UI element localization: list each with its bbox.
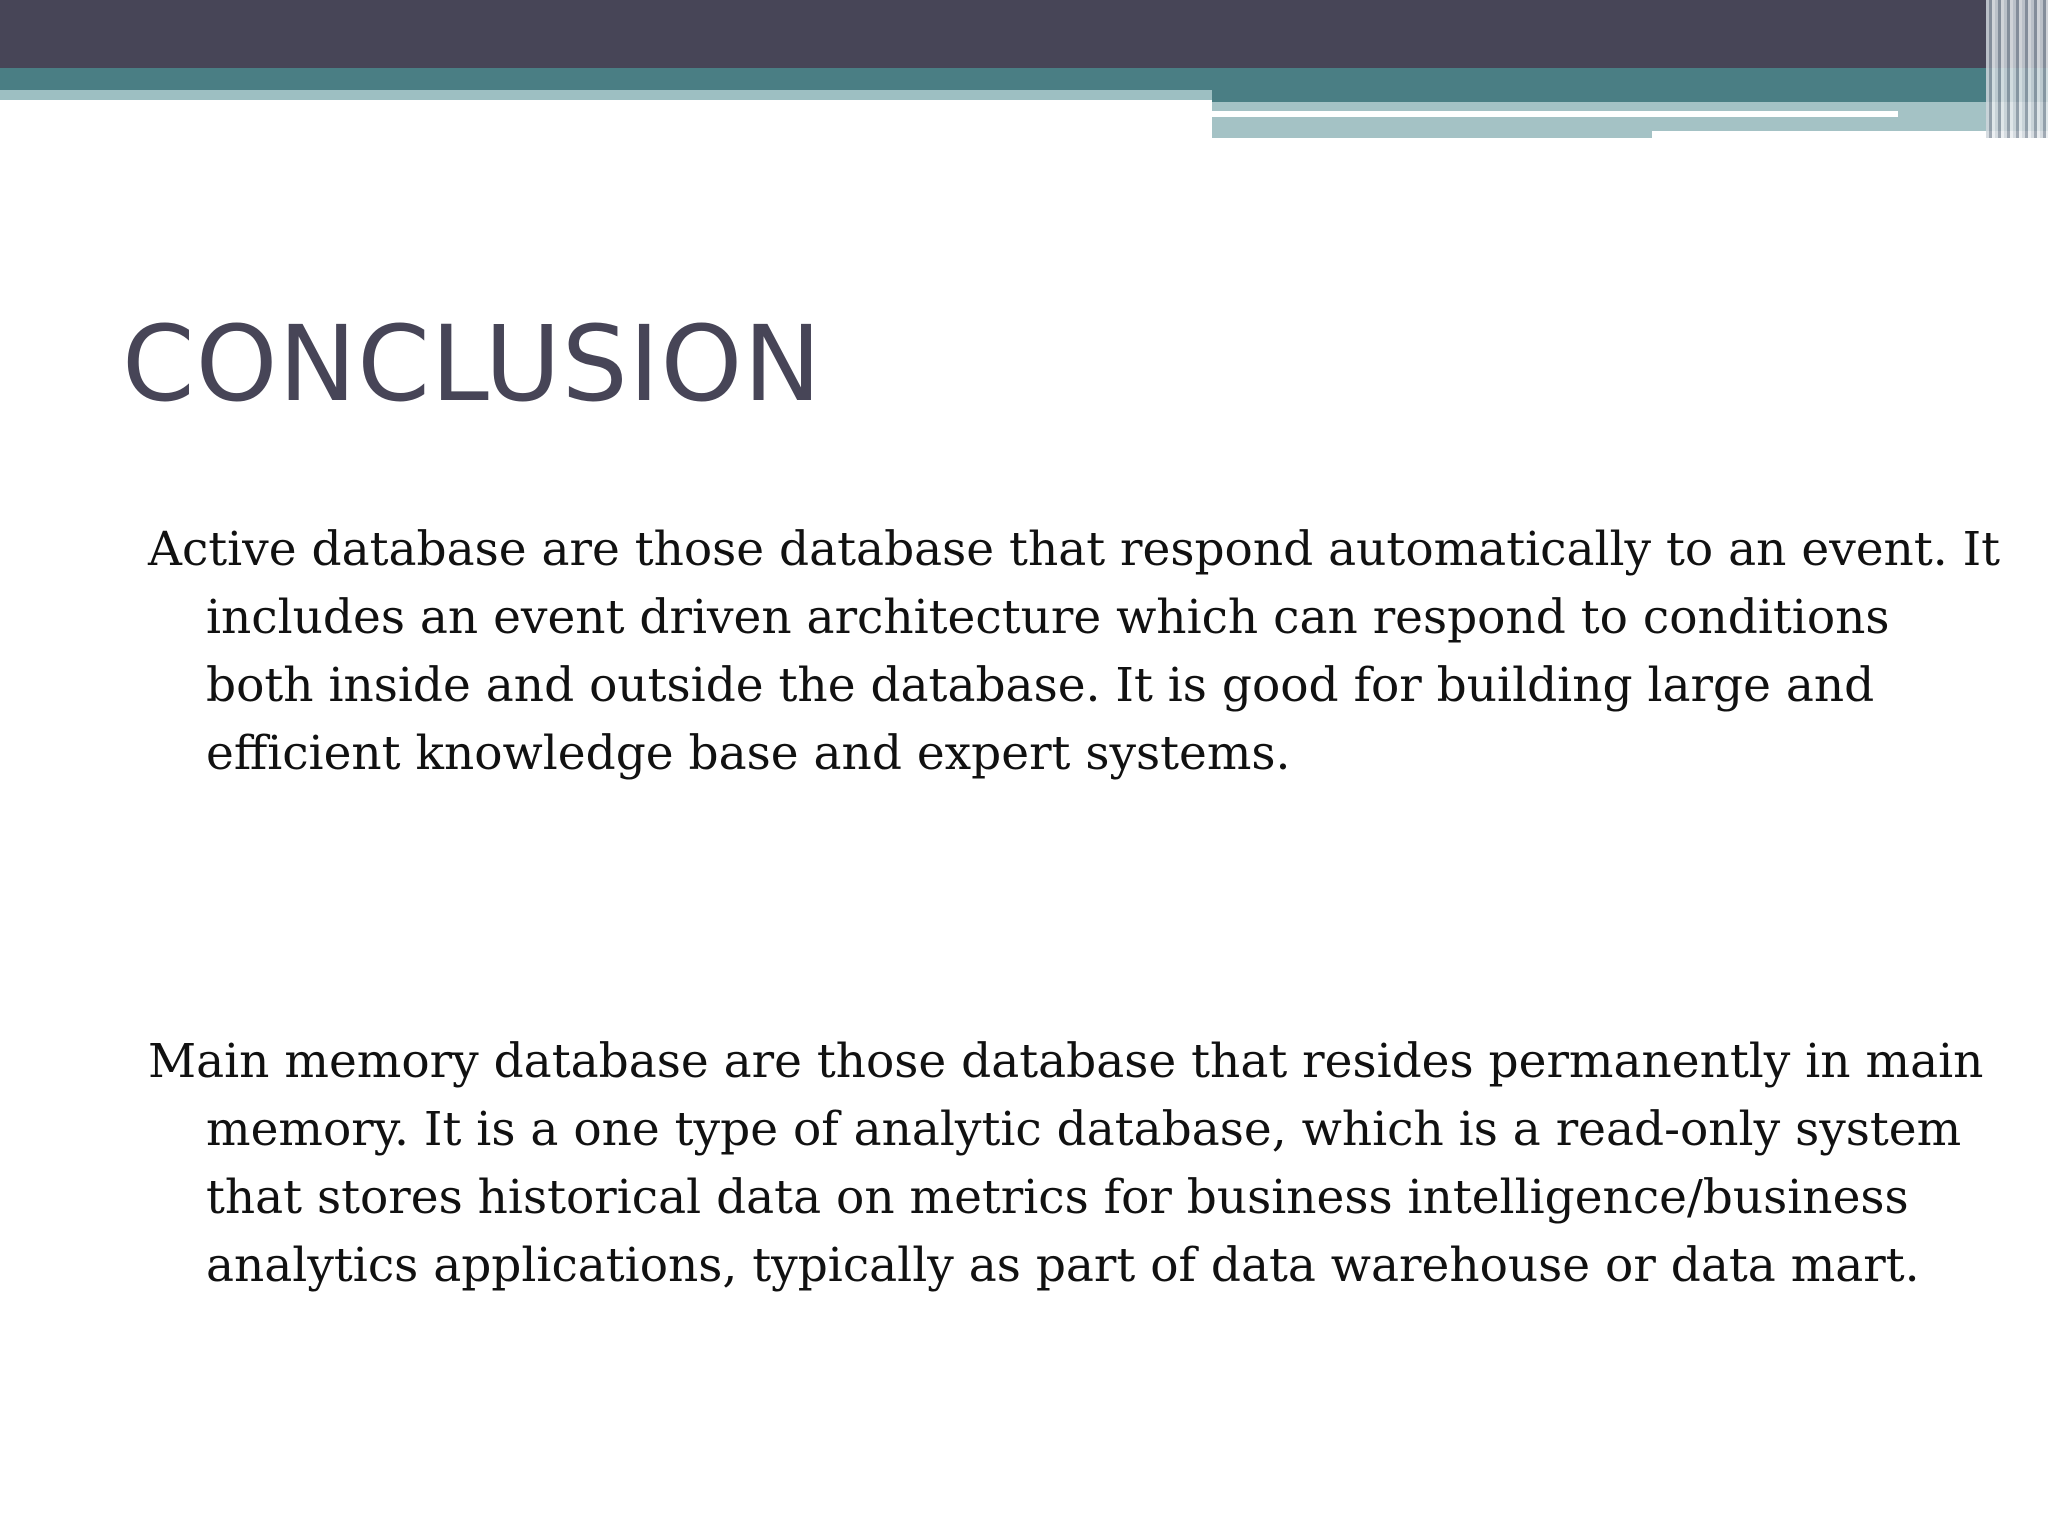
paragraph-main-memory-database: Main memory database are those database that resides permanently in main memory. It is a one type of analytic database, which is a read-only system that stores historical data on metrics for business intelligence/business analytics applications, typically as part of data warehouse or data mart.: [148, 1034, 1984, 1293]
slide-title: CONCLUSION: [122, 303, 823, 425]
header-teal-bar: [0, 68, 2048, 90]
header-light-bar-left: [0, 90, 1212, 100]
header-dark-bar: [0, 0, 2048, 68]
header-white-line: [1212, 111, 1898, 117]
header-teal-bar-right: [1212, 90, 2048, 102]
header-right-stripes: [1986, 0, 2048, 138]
paragraph-active-database: Active database are those database that respond automatically to an event. It includes an event driven architecture which can respond to conditions both inside and outside the database. It is good for building large and efficient knowledge base and expert systems.: [148, 522, 2001, 781]
